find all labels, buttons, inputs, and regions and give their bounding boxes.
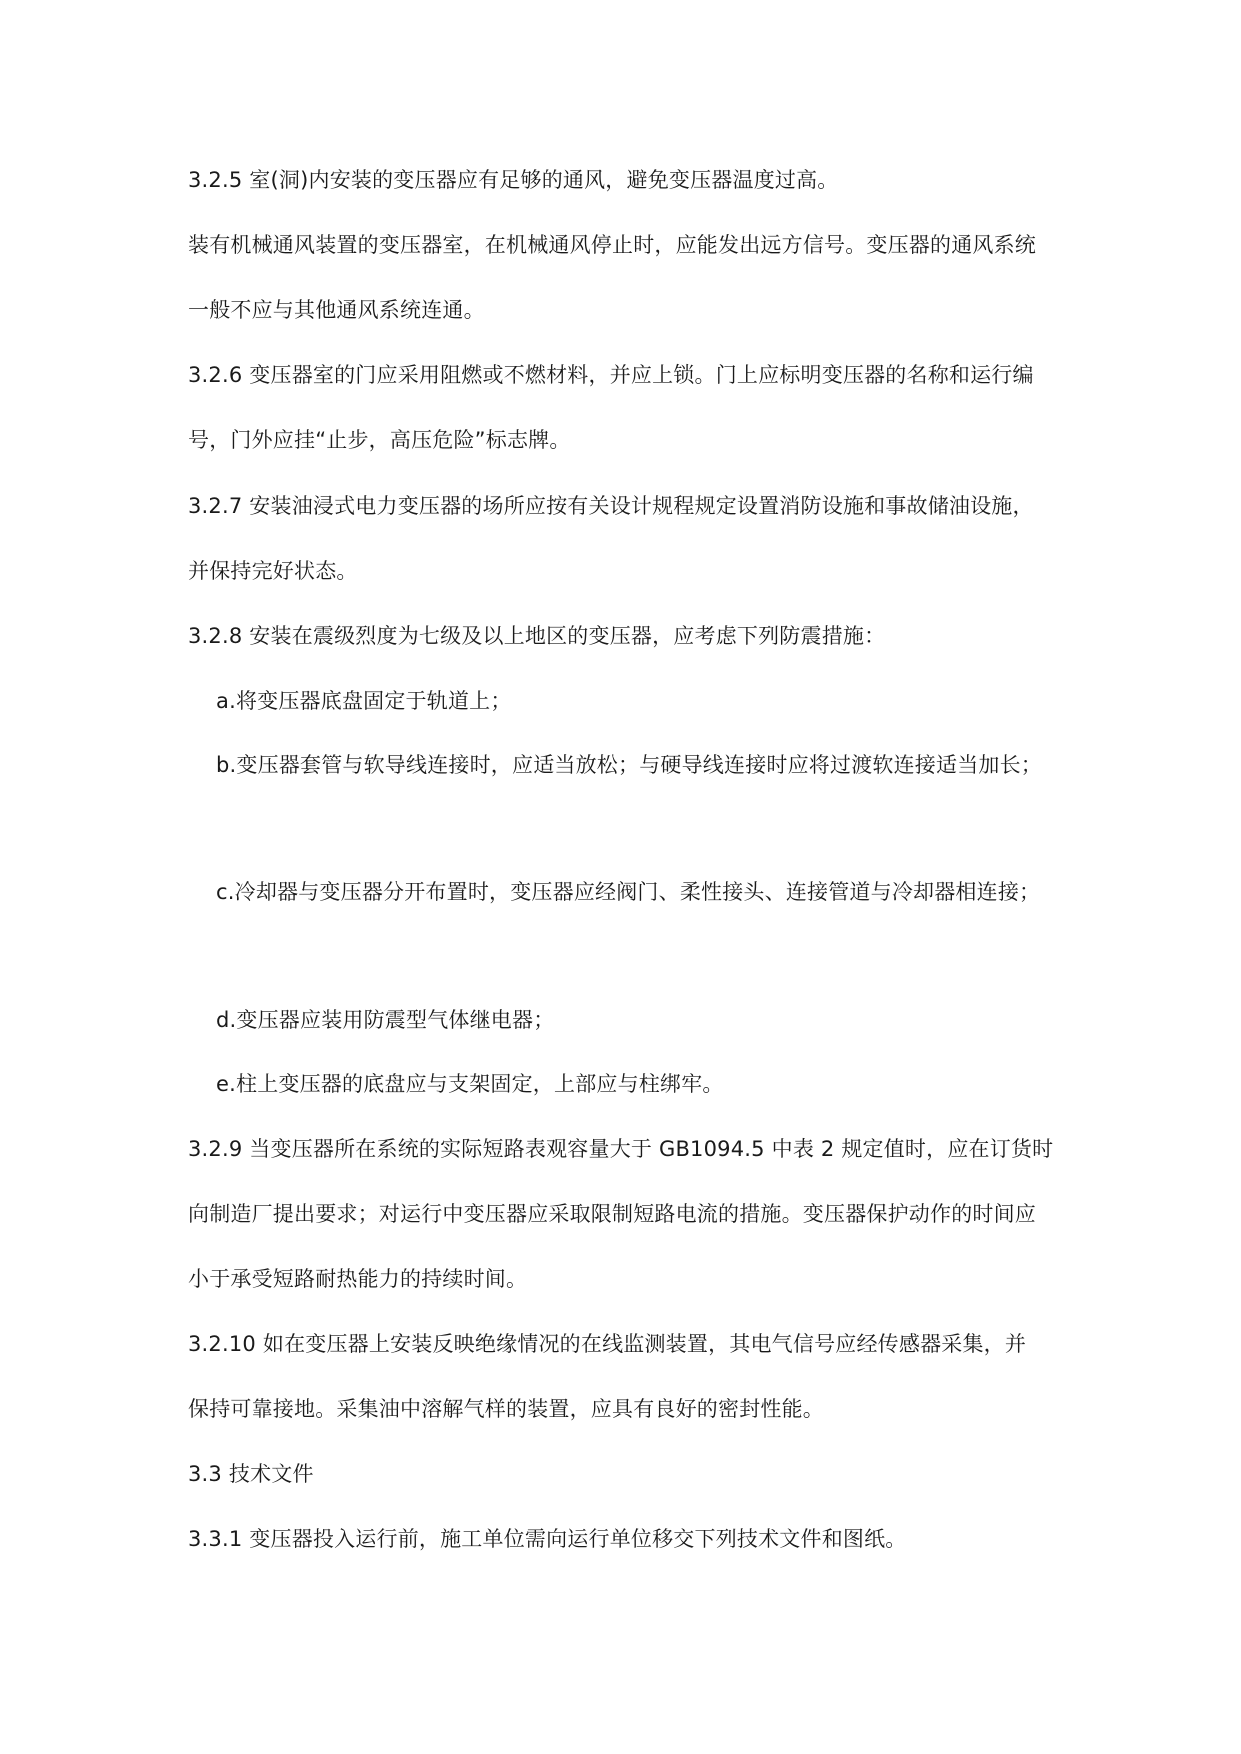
section-heading-3-3: 3.3 技术文件 <box>188 1462 314 1486</box>
clause-3-2-9: 3.2.9 当变压器所在系统的实际短路表观容量大于 GB1094.5 中表 2 规定值时，应在订货时 <box>188 1137 1054 1161</box>
paragraph-line: 保持可靠接地。采集油中溶解气样的装置，应具有良好的密封性能。 <box>188 1397 824 1421</box>
clause-3-3-1: 3.3.1 变压器投入运行前，施工单位需向运行单位移交下列技术文件和图纸。 <box>188 1527 907 1551</box>
paragraph-line: 向制造厂提出要求；对运行中变压器应采取限制短路电流的措施。变压器保护动作的时间应 <box>188 1202 1036 1226</box>
list-item-e: e.柱上变压器的底盘应与支架固定，上部应与柱绑牢。 <box>216 1072 724 1096</box>
list-item-c: c.冷却器与变压器分开布置时，变压器应经阀门、柔性接头、连接管道与冷却器相连接； <box>216 880 1041 904</box>
paragraph-line: 一般不应与其他通风系统连通。 <box>188 298 485 322</box>
paragraph-line: 装有机械通风装置的变压器室，在机械通风停止时，应能发出远方信号。变压器的通风系统 <box>188 233 1036 257</box>
list-item-b: b.变压器套管与软导线连接时，应适当放松；与硬导线连接时应将过渡软连接适当加长； <box>216 753 1043 777</box>
clause-3-2-10: 3.2.10 如在变压器上安装反映绝缘情况的在线监测装置，其电气信号应经传感器采集，并 <box>188 1332 1027 1356</box>
list-item-d: d.变压器应装用防震型气体继电器； <box>216 1008 555 1032</box>
clause-3-2-5: 3.2.5 室(洞)内安装的变压器应有足够的通风，避免变压器温度过高。 <box>188 168 839 192</box>
clause-3-2-7: 3.2.7 安装油浸式电力变压器的场所应按有关设计规程规定设置消防设施和事故储油设施， <box>188 494 1034 518</box>
paragraph-line: 小于承受短路耐热能力的持续时间。 <box>188 1267 528 1291</box>
list-item-a: a.将变压器底盘固定于轨道上； <box>216 689 512 713</box>
paragraph-line: 号，门外应挂“止步，高压危险”标志牌。 <box>188 428 571 452</box>
clause-3-2-8: 3.2.8 安装在震级烈度为七级及以上地区的变压器，应考虑下列防震措施： <box>188 624 886 648</box>
paragraph-line: 并保持完好状态。 <box>188 559 358 583</box>
clause-3-2-6: 3.2.6 变压器室的门应采用阻燃或不燃材料，并应上锁。门上应标明变压器的名称和运行编 <box>188 363 1034 387</box>
